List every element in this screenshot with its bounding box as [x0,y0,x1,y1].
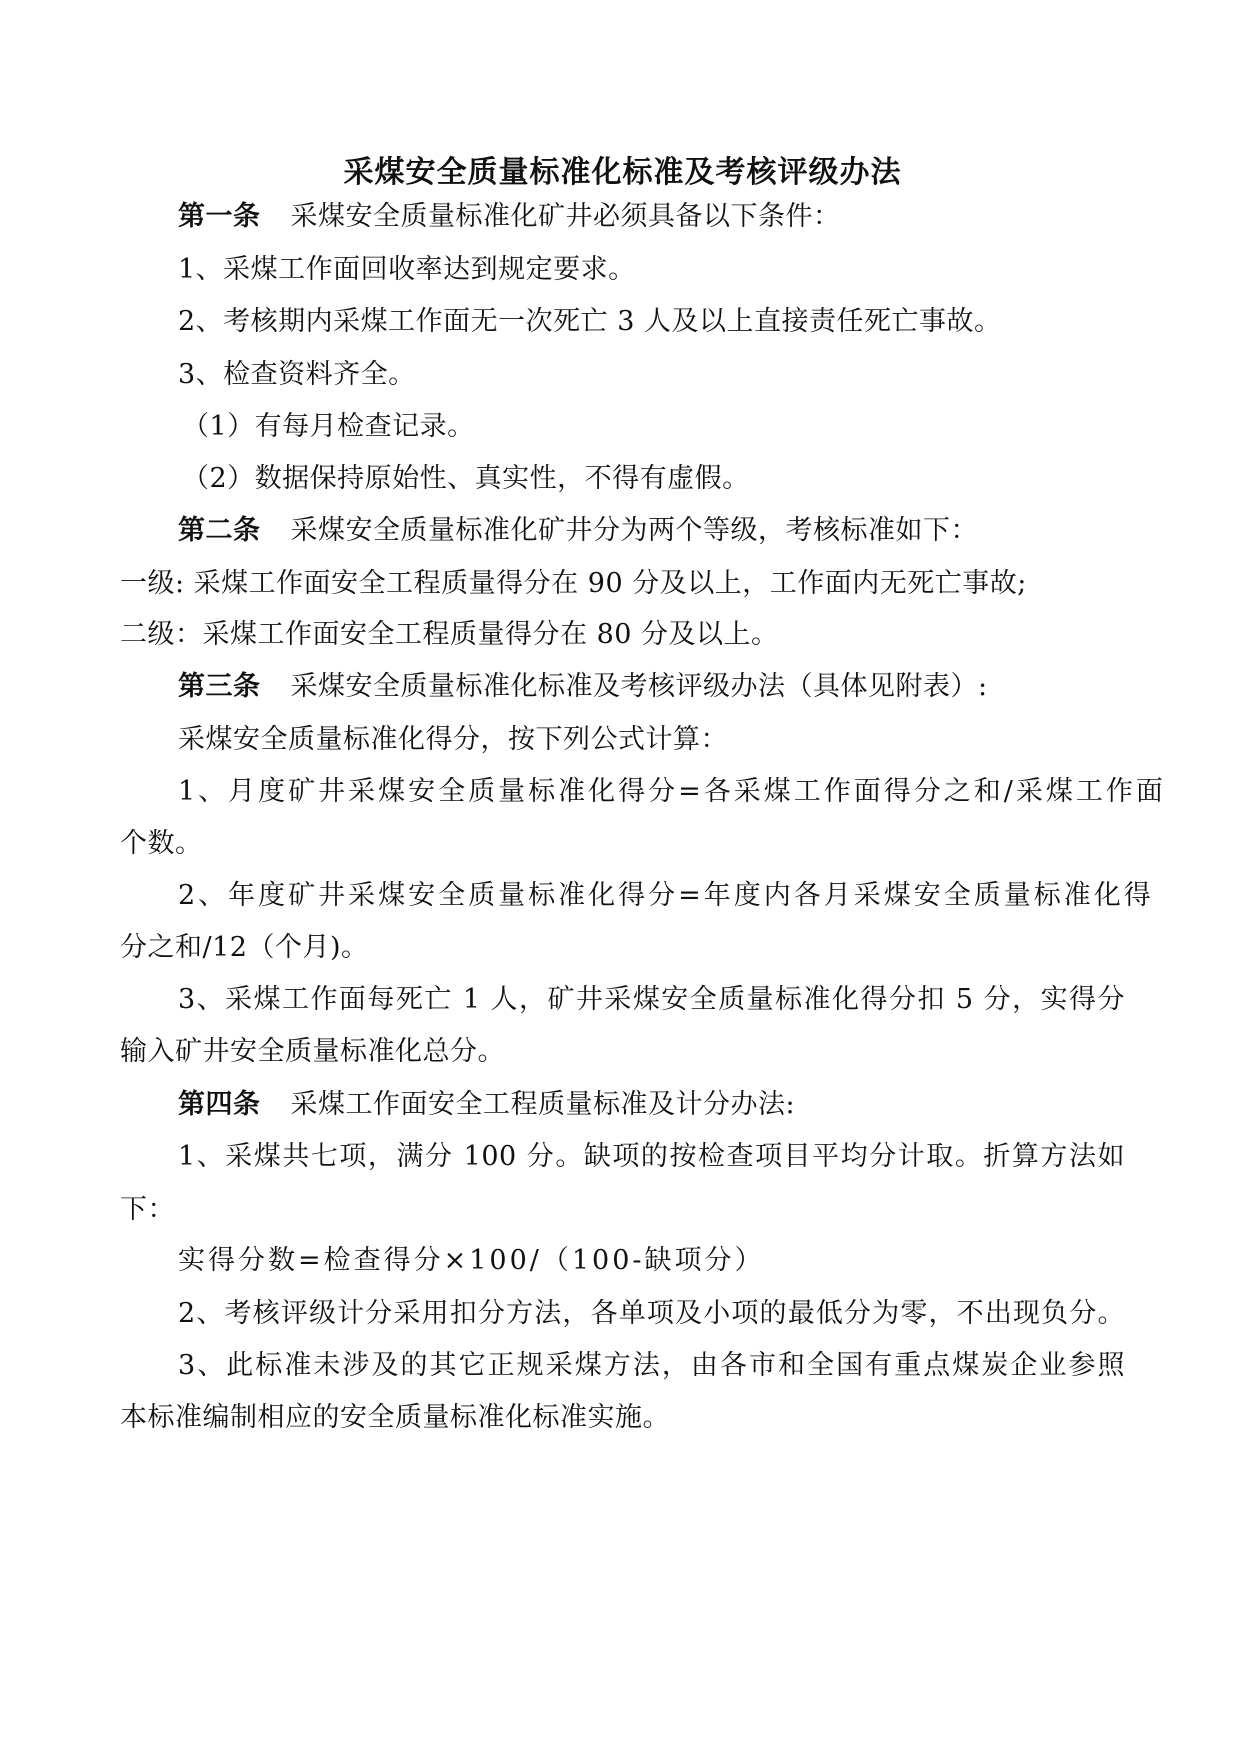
article-2-level-1: 一级: 采煤工作面安全工程质量得分在 90 分及以上，工作面内无死亡事故; [120,568,1027,599]
article-4-item-3-line-2: 本标准编制相应的安全质量标准化标准实施。 [120,1402,670,1433]
article-3-item-2-line-2: 分之和/12（个月)。 [120,932,369,963]
article-3-item-2-line-1: 2、年度矿井采煤安全质量标准化得分=年度内各月采煤安全质量标准化得 [178,880,1154,911]
article-1-item-3: 3、检查资料齐全。 [178,359,416,390]
article-3-item-1-line-2: 个数。 [120,828,203,859]
article-2 [178,511,1125,551]
article-3-item-3-line-1: 3、采煤工作面每死亡 1 人，矿井采煤安全质量标准化得分扣 5 分，实得分 [178,984,1125,1015]
article-1-subitem-1: （1）有每月检查记录。 [182,411,475,442]
article-3-item-1-line-1: 1、月度矿井采煤安全质量标准化得分=各采煤工作面得分之和/采煤工作面 [178,776,1166,807]
article-4-text: 采煤工作面安全工程质量标准及计分办法: [290,1089,796,1120]
article-1-heading: 第一条 [178,201,261,232]
article-4 [178,1085,1125,1125]
article-2-text: 采煤安全质量标准化矿井分为两个等级，考核标准如下： [290,515,978,546]
article-3-text: 采煤安全质量标准化标准及考核评级办法（具体见附表）: [290,671,988,702]
article-1-text: 采煤安全质量标准化矿井必须具备以下条件： [290,201,841,232]
article-4-item-1-line-2: 下： [120,1194,175,1225]
article-2-level-2: 二级：采煤工作面安全工程质量得分在 80 分及以上。 [120,619,779,650]
article-4-heading: 第四条 [178,1089,261,1120]
article-4-formula: 实得分数=检查得分×100/（100-缺项分） [178,1245,765,1276]
article-3-intro: 采煤安全质量标准化得分，按下列公式计算： [178,724,728,755]
document-title: 采煤安全质量标准化标准及考核评级办法 [343,155,902,190]
article-3-item-3-line-2: 输入矿井安全质量标准化总分。 [120,1036,505,1067]
article-4-item-1-line-1: 1、采煤共七项，满分 100 分。缺项的按检查项目平均分计取。折算方法如 [178,1141,1125,1172]
article-1-subitem-2: （2）数据保持原始性、真实性，不得有虚假。 [182,463,750,494]
article-4-item-3-line-1: 3、此标准未涉及的其它正规采煤方法，由各市和全国有重点煤炭企业参照 [178,1350,1125,1381]
article-4-item-2: 2、考核评级计分采用扣分方法，各单项及小项的最低分为零，不出现负分。 [178,1298,1125,1329]
article-3 [178,667,1125,707]
article-3-heading: 第三条 [178,671,261,702]
article-1-item-2: 2、考核期内采煤工作面无一次死亡 3 人及以上直接责任死亡事故。 [178,306,1002,337]
article-1 [178,197,1125,237]
article-2-heading: 第二条 [178,515,261,546]
article-1-item-1: 1、采煤工作面回收率达到规定要求。 [178,254,636,285]
